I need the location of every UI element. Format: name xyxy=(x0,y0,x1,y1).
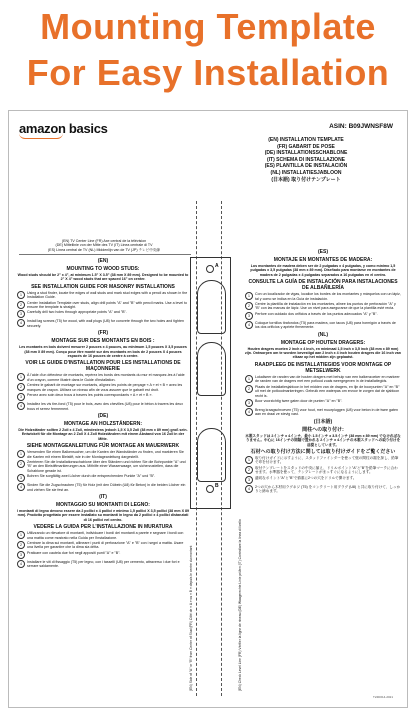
right-instructions xyxy=(245,247,401,494)
jp-masonry-note: 石材への取り付け方法に関しては取り付けガイドをご覧ください xyxy=(250,448,396,455)
jp-step-2: 2 取付テンプレートをスタッドの中央に揃え、ドリルポイント"A"と"B"を鉛筆マークに合わせます。水準器を使って、テンプレートがまっすぐになるようにします。 xyxy=(245,466,401,475)
de-title: MONTAGE AN HOLZSTÄNDERN: xyxy=(63,420,143,427)
step-number: 4 xyxy=(245,408,253,416)
de-step-4: 4 Sinden Sie die Zugschrauben (T5) für Holz (mit den Dübeln (U8) für Beton) in die beiden Löcher ein und ziehen Sie sie fest an. xyxy=(17,483,189,492)
step-number: 3 xyxy=(17,551,25,559)
step-number: 3 xyxy=(245,399,253,407)
brand-logo xyxy=(19,121,108,139)
step-number: 1 xyxy=(17,531,25,539)
step-number: 2 xyxy=(245,385,253,393)
fr-masonry-note: VOIR LE GUIDE D'INSTALLATION POUR LES INSTALLATIONS DE MAÇONNERIE xyxy=(25,360,181,373)
title-nl: (NL) INSTALLATIESJABLOON xyxy=(270,169,342,176)
it-step-3: 3 Praticare con cautela due fori negli appositi punti "A" e "B". xyxy=(17,551,189,559)
en-lang-label: (EN) xyxy=(97,258,109,264)
step-number: 2 xyxy=(245,302,253,310)
asin-label: ASIN: B09JWNSF8W xyxy=(329,123,393,130)
nl-step-1: 1 Lokaliseer de randen van de houten dragers met behulp van een balkenzoeker en markeer de randen van de dragers met een potlood zoals weergegeven in de installatiegids. xyxy=(245,375,401,384)
es-step-1: 1 Con un localizador de vigas, localice los bordes de los montantes y márquelos con un lápiz, tal y como se indica en la Guía de instalación. xyxy=(245,292,401,301)
headline-line-1: Mounting Template xyxy=(40,6,376,47)
plate-cutout-lower xyxy=(197,428,226,482)
fr-lang-label: (FR) xyxy=(98,330,108,337)
headline-line-2: For Easy Installation xyxy=(26,52,390,93)
jp-step-1: 1 取り付けガイドに示すように、スタッドファインダーを使って壁の間柱の端を探し、鉛筆で印を付けます。 xyxy=(245,456,401,465)
es-step-3: 3 Perfore con cuidado dos orificios a través de los puntos adecuados "A" y "B". xyxy=(245,312,401,320)
en-step-2: 2 Center Installation Template over studs, align drill points "A" and "B" with pencil marks. Use a level to ensure the template is straight. xyxy=(17,301,189,310)
step-number: 4 xyxy=(17,483,25,491)
mounting-plate-outline xyxy=(190,257,231,509)
step-number: 2 xyxy=(17,301,25,309)
center-line-text-1: (EN) TV Center Line (FR) Axe central de la télévision xyxy=(61,239,147,243)
step-number: 1 xyxy=(245,292,253,300)
step-number: 1 xyxy=(17,373,25,381)
center-line-text-2: (DE) Mittellinie von der Mitte des TV (IT) Linea centrale di TV xyxy=(55,243,153,248)
nl-intro: Houten dragers moeten 2 inch x 4 inch, en minimaal 1,5 inch x 3,5 inch (38 mm x 89 mm) zijn. Ontworpen om te worden bevestigd aan 2 inch x 4 inch houten dragers die 16 inch van elkaar op het midden zijn geplaatst. xyxy=(245,346,401,360)
title-it: (IT) SCHEMA DI INSTALLAZIONE xyxy=(266,156,346,163)
step-number: 2 xyxy=(17,460,25,468)
en-step-4: 4 Install lag screws (T5) for wood, with wall plugs (U8) for concrete through the two holes and tighten securely. xyxy=(17,319,189,328)
step-number: 3 xyxy=(245,312,253,320)
de-step-1: 1 Verwenden Sie einen Balkensucher, um die Kanten der Wandständer zu finden, und markieren Sie die Kanten mit einem Bleistift, wie in der Montageanleitung dargestellt. xyxy=(17,450,189,459)
drill-point-a-icon xyxy=(206,265,214,273)
de-intro: Die Holzständer sollten 2 Zoll x 4 Zoll, mindestens jedoch 1,5 X 3,5 Zoll (38 mm x 89 mm) groß sein. Entwickelt für die Montage an 2 Zoll X 4 Zoll Holzständern mit einem Abstand von 16 Zoll in der Mitte. xyxy=(18,427,188,441)
de-lang-label: (DE) xyxy=(97,412,109,419)
center-line-text-3: (ES) Línea central de TV (NL) Middenlijn van de TV (JP) テレビ中央線 xyxy=(47,247,161,252)
es-step-2: 2 Centre la plantilla de instalación en los montantes, alinee los puntos de perforación "A" y "B" con las marcas de lápiz. Use un nivel para asegurarse de que la plantilla esté recta. xyxy=(245,302,401,311)
en-intro: Wood studs should be 2" x 4", at minimum 1.5" X 3.5" (38 mm X 89 mm). Designed to be mounted to 2" X 4" wood studs that are spaced 16" on center. xyxy=(17,273,189,282)
plate-cutout-upper xyxy=(197,280,226,334)
fr-intro: Les montants en bois doivent mesurer 2 pouces x 4 pouces, au minimum 1,5 pouces X 3,5 pouces (38 mm X 89 mm). Conçu pour être monté sur des montants en bois de 2 pouces X 4 pouces espacés de 16 pouces de centre à centre. xyxy=(19,345,187,359)
fr-step-2: 2 Centrez le gabarit de montage sur montants, alignez les points de perçage « A » et « B » avec les marques de crayon. Utilisez un niveau afin de vous assurer que le gabarit est droit. xyxy=(17,383,189,392)
step-number: 4 xyxy=(17,319,25,327)
jp-step-4: 4 2つの穴から木材用ラグネジ (T5) をコンクリート用プラグ (U8) と共に取り付けて、しっかりと締めます。 xyxy=(245,485,401,494)
divider xyxy=(19,254,191,255)
drill-point-b-label: B xyxy=(215,483,219,489)
en-step-3: 3 Carefully drill two holes through appropriate points "A" and "B". xyxy=(17,310,189,318)
it-lang-label: (IT) xyxy=(99,493,107,500)
title-fr: (FR) GABARIT DE POSE xyxy=(277,143,335,150)
title-en: (EN) INSTALLATION TEMPLATE xyxy=(268,137,344,143)
it-step-1: 1 Utilizzando un rilevatore di montanti, individuare i bordi dei montanti a parete e segnare i bordi con una matita come mostrato nella Guida per l'installazione. xyxy=(17,531,189,540)
nl-lang-label: (NL) xyxy=(318,331,328,338)
drill-point-b-icon xyxy=(206,485,214,493)
en-title: MOUNTING TO WOOD STUDS: xyxy=(66,266,140,272)
step-number: 4 xyxy=(245,321,253,329)
step-number: 1 xyxy=(17,450,25,458)
title-jp: (日本語) 取り付けテンプレート xyxy=(271,176,341,183)
jp-step-3: 3 適切なポイント"A"と"B"で慎重に2つの穴をドリルで開けます。 xyxy=(245,476,401,484)
jp-title: 間柱への取り付け: xyxy=(302,426,344,433)
nl-step-3: 3 Boor voorzichtig twee gaten door de punten "A" en "B". xyxy=(245,399,401,407)
plate-cutout-middle xyxy=(197,342,226,396)
it-intro: I montanti di legno devono essere da 2 pollici x 4 pollici e minimo 1,5 pollici X 3,5 pollici (38 mm X 89 mm). Prodotto progettato per essere installato su montanti in legno da 2 pollici x 4 pollici distanziati di 16 pollici nel centro. xyxy=(17,508,189,522)
step-number: 4 xyxy=(17,560,25,568)
nl-step-2: 2 Plaats de installatiesjabloon in het midden van de dragers, en lijn de boorpunten "A" en "B" uit met de potloodmarkeringen. Gebruik een waterpas om ervoor te zorgen dat de sjabloon recht is. xyxy=(245,385,401,398)
left-instructions xyxy=(17,256,189,570)
step-number: 3 xyxy=(17,310,25,318)
jp-lang-label: (日本語) xyxy=(313,418,333,425)
it-title: MONTAGGIO SU MONTANTI DI LEGNO: xyxy=(56,501,150,508)
step-number: 3 xyxy=(17,393,25,401)
es-step-4: 4 Coloque tornillos tirafondos (T5) para madera, con tacos (U8) para hormigón a través de los dos orificios y apriete firmemente. xyxy=(245,321,401,330)
step-number: 2 xyxy=(17,541,25,549)
es-masonry-note: CONSULTE LA GUÍA DE INSTALACIÓN PARA INSTALACIONES DE ALBAÑILERÍA xyxy=(248,279,398,292)
fr-step-3: 3 Percez avec soin deux trous à travers les points correspondants « A » et « B ». xyxy=(17,393,189,401)
es-lang-label: (ES) xyxy=(318,249,328,255)
en-masonry-note: SEE INSTALLATION GUIDE FOR MASONRY INSTALLATIONS xyxy=(31,283,175,290)
stud-side-label-vertical: (EN) Side of "A" or "B" from Center of Stud (FR) Côté de « A » ou « B » depuis le centre du montant xyxy=(189,545,193,691)
drill-point-a-label: A xyxy=(215,263,219,269)
brand-name: amazon basics xyxy=(19,121,108,136)
step-number: 3 xyxy=(17,474,25,482)
tv-center-line-note xyxy=(19,239,189,252)
title-es: (ES) PLANTILLA DE INSTALACIÓN xyxy=(264,163,348,170)
fr-step-4: 4 Installez les vis tire-fond (T5) pour le bois, avec des chevilles (U8) pour le béton à travers les deux trous et serrez fermement. xyxy=(17,402,189,411)
step-number: 2 xyxy=(245,466,253,474)
de-step-2: 2 Zentrieren Sie die Installationsschablone über den Ständern und richten Sie die Bohrpunkte "A" und "B" an den Bleistiftmarkierungen aus. Mithilfe einer Wasserwaage, um sicherzustellen, dass die Schablone gerade ist. xyxy=(17,460,189,473)
step-number: 1 xyxy=(245,375,253,383)
fr-step-1: 1 À l'aide d'un détecteur de montants, repérez les bords des montants du mur et marquez-les à l'aide d'un crayon, comme illustré dans le Guide d'installation. xyxy=(17,373,189,382)
document-code: T24D014-2021 xyxy=(372,695,393,699)
es-intro: Los montantes de madera deben ser de 2 pulgadas x 4 pulgadas, y como mínimo 1,5 pulgadas x 3,5 pulgadas (38 mm x 89 mm). Diseñado para montarse en montantes de madera de 2 pulgadas x 4 pulgadas separados a 16 pulgadas en el centro. xyxy=(250,264,396,277)
title-de: (DE) INSTALLATIONSSCHABLONE xyxy=(264,150,348,157)
step-number: 1 xyxy=(245,456,253,464)
step-number: 4 xyxy=(17,402,25,410)
de-masonry-note: SIEHE MONTAGEANLEITUNG FÜR MONTAGE AN MAUERWERK xyxy=(26,443,180,450)
jp-intro: 木製スタッドは 2インチ x 4インチ、最小 1.5インチ x 3.5インチ (38 mm x 89 mm) でなければなりません。中心に 16インチの間隔で置かれる 2インチ x 4インチの木製スタッドへの取り付けを前提としています。 xyxy=(245,433,401,447)
nl-step-4: 4 Breng kraagschroeven (T5) voor hout, met muurpluggen (U8) voor beton in de twee gaten aan en draai ze stevig vast. xyxy=(245,408,401,417)
template-titles xyxy=(211,137,401,183)
de-step-3: 3 Bohren Sie sorgfältig zwei Löcher durch die entsprechenden Punkte "A" und "B". xyxy=(17,474,189,482)
en-step-1: 1 Using a stud finder, locate the edges of wall studs and mark stud edges with a pencil as shown in the Installation Guide. xyxy=(17,291,189,300)
step-number: 4 xyxy=(245,485,253,493)
es-title: MONTAJE EN MONTANTES DE MADERA: xyxy=(273,257,373,263)
it-step-2: 2 Centrare la dima sui montanti, allineare i punti di perforazione "A" e "B" con i segni a matita. Usare una livella per garantire che la dima sia dritta. xyxy=(17,541,189,550)
nl-title: MONTAGE OP HOUTEN DRAGERS: xyxy=(280,339,366,346)
installation-template-sheet xyxy=(8,110,408,708)
nl-masonry-note: RAADPLEEG DE INSTALLATIEGIDS VOOR MONTAGE OP METSELWERK xyxy=(254,361,392,374)
step-number: 3 xyxy=(245,476,253,484)
it-masonry-note: VEDERE LA GUIDA PER L'INSTALLAZIONE IN MURATURA xyxy=(33,524,173,531)
check-level-line-vertical: (EN) Check Level Line (FR) Vérifier la ligne de niveau (DE) Waagerechte Linie prüfen (IT) Controllare la linea di livello xyxy=(238,519,242,691)
step-number: 2 xyxy=(17,383,25,391)
headline xyxy=(0,0,416,112)
fr-title: MONTAGE SUR DES MONTANTS EN BOIS : xyxy=(51,338,155,345)
step-number: 1 xyxy=(17,291,25,299)
it-step-4: 4 Installare le viti di fissaggio (T5) per legno, con i tasselli (U8) per cemento, attraverso i due fori e serrare saldamente. xyxy=(17,560,189,569)
